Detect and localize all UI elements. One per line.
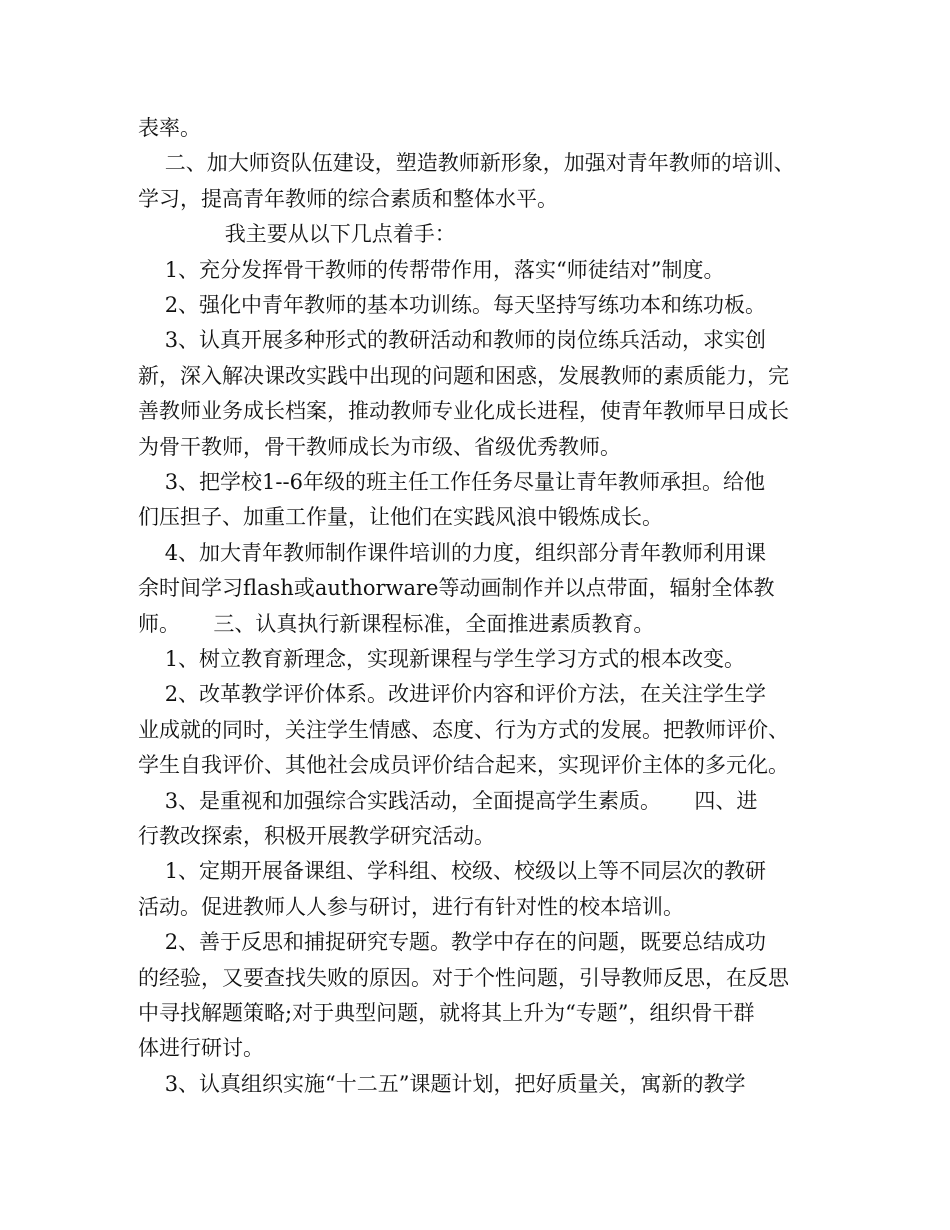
text-line: 业成就的同时，关注学生情感、态度、行为方式的发展。把教师评价、: [138, 717, 789, 742]
text-line: 我主要从以下几点着手：: [138, 222, 456, 247]
text-line: 们压担子、加重工作量，让他们在实践风浪中锻炼成长。: [138, 505, 663, 530]
text-line: 4、加大青年教师制作课件培训的力度，组织部分青年教师利用课: [138, 540, 767, 565]
text-line: 善教师业务成长档案，推动教师专业化成长进程，使青年教师早日成长: [138, 399, 789, 424]
text-line: 3、把学校1--6年级的班主任工作任务尽量让青年教师承担。给他: [138, 470, 765, 494]
text-line: 二、加大师资队伍建设，塑造教师新形象，加强对青年教师的培训、: [138, 151, 795, 176]
text-line: 3、是重视和加强综合实践活动，全面提高学生素质。 四、进: [138, 788, 758, 813]
text-line: 1、定期开展备课组、学科组、校级、校级以上等不同层次的教研: [138, 859, 767, 884]
text-line: 表率。: [138, 116, 201, 140]
text-line: 活动。促进教师人人参与研讨，进行有针对性的校本培训。: [138, 894, 684, 919]
text-line: 余时间学习flash或authorware等动画制作并以点带面，辐射全体教: [138, 576, 775, 601]
text-line: 为骨干教师，骨干教师成长为市级、省级优秀教师。: [138, 434, 621, 459]
text-line: 2、改革教学评价体系。改进评价内容和评价方法，在关注学生学: [138, 682, 767, 707]
text-line: 师。 三、认真执行新课程标准，全面推进素质教育。: [138, 611, 655, 636]
text-line: 1、充分发挥骨干教师的传帮带作用，落实“师徒结对”制度。: [138, 257, 725, 282]
text-line: 的经验，又要查找失败的原因。对于个性问题，引导教师反思，在反思: [138, 965, 789, 990]
text-line: 学生自我评价、其他社会成员评价结合起来，实现评价主体的多元化。: [138, 753, 789, 778]
text-line: 学习，提高青年教师的综合素质和整体水平。: [138, 186, 558, 211]
text-line: 3、认真组织实施“十二五”课题计划，把好质量关，寓新的教学: [138, 1071, 746, 1096]
text-line: 中寻找解题策略;对于典型问题，就将其上升为“专题”，组织骨干群: [138, 1001, 755, 1025]
text-line: 3、认真开展多种形式的教研活动和教师的岗位练兵活动，求实创: [138, 328, 767, 353]
text-line: 行教改探索，积极开展教学研究活动。: [138, 824, 495, 848]
text-line: 新，深入解决课改实践中出现的问题和困惑，发展教师的素质能力，完: [138, 363, 789, 388]
text-line: 体进行研讨。: [138, 1036, 264, 1061]
text-line: 1、树立教育新理念，实现新课程与学生学习方式的根本改变。: [138, 647, 746, 671]
text-line: 2、善于反思和捕捉研究专题。教学中存在的问题，既要总结成功: [138, 930, 767, 955]
text-line: 2、强化中青年教师的基本功训练。每天坚持写练功本和练功板。: [138, 293, 767, 317]
